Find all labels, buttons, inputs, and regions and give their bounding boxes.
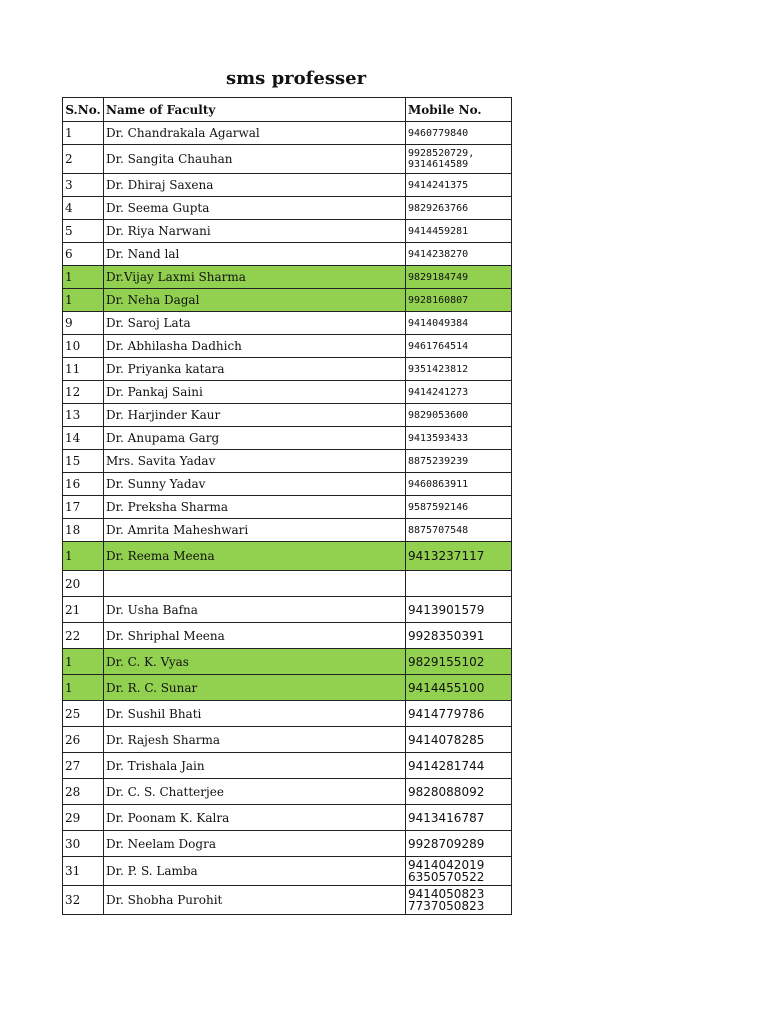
mobile-number-cell: 9413901579 <box>406 597 512 623</box>
mobile-number-cell: 9928160807 <box>406 289 512 312</box>
table-header-row <box>63 98 512 122</box>
serial-number-cell: 1 <box>63 649 104 675</box>
faculty-name-cell: Dr. Neha Dagal <box>104 289 406 312</box>
serial-number-cell: 1 <box>63 289 104 312</box>
table-row <box>63 289 512 312</box>
table-row <box>63 358 512 381</box>
mobile-number-cell: 9414049384 <box>406 312 512 335</box>
serial-number-cell: 15 <box>63 450 104 473</box>
table-row <box>63 450 512 473</box>
faculty-name-cell: Dr. Harjinder Kaur <box>104 404 406 427</box>
mobile-number-cell: 9414281744 <box>406 753 512 779</box>
mobile-number-cell: 9828088092 <box>406 779 512 805</box>
mobile-number-cell: 8875707548 <box>406 519 512 542</box>
mobile-number-cell: 8875239239 <box>406 450 512 473</box>
faculty-name-cell: Dr. Sangita Chauhan <box>104 145 406 174</box>
table-row <box>63 145 512 174</box>
faculty-name-cell: Dr. Reema Meena <box>104 542 406 571</box>
mobile-number-cell: 9928350391 <box>406 623 512 649</box>
faculty-name-cell: Dr.Vijay Laxmi Sharma <box>104 266 406 289</box>
serial-number-cell: 27 <box>63 753 104 779</box>
mobile-number-cell: 9414078285 <box>406 727 512 753</box>
table-row <box>63 519 512 542</box>
serial-number-cell: 5 <box>63 220 104 243</box>
table-row <box>63 805 512 831</box>
serial-number-cell: 13 <box>63 404 104 427</box>
serial-number-cell: 1 <box>63 122 104 145</box>
serial-number-cell: 25 <box>63 701 104 727</box>
table-row <box>63 886 512 915</box>
mobile-number-cell: 9829155102 <box>406 649 512 675</box>
faculty-name-cell: Dr. Rajesh Sharma <box>104 727 406 753</box>
page-title: sms professer <box>226 68 367 89</box>
faculty-name-cell: Dr. Seema Gupta <box>104 197 406 220</box>
faculty-name-cell: Dr. Anupama Garg <box>104 427 406 450</box>
mobile-number-cell: 9928709289 <box>406 831 512 857</box>
serial-number-cell: 14 <box>63 427 104 450</box>
serial-number-cell: 26 <box>63 727 104 753</box>
mobile-number-cell: 9829053600 <box>406 404 512 427</box>
serial-number-cell: 31 <box>63 857 104 886</box>
mobile-number-cell: 9414050823 7737050823 <box>406 886 512 915</box>
serial-number-cell: 9 <box>63 312 104 335</box>
mobile-number-cell: 9414459281 <box>406 220 512 243</box>
serial-number-cell: 3 <box>63 174 104 197</box>
faculty-name-cell: Dr. Pankaj Saini <box>104 381 406 404</box>
table-row <box>63 649 512 675</box>
mobile-number-cell: 9829184749 <box>406 266 512 289</box>
column-header-sno: S.No. <box>63 98 104 122</box>
faculty-name-cell: Mrs. Savita Yadav <box>104 450 406 473</box>
faculty-name-cell: Dr. Shriphal Meena <box>104 623 406 649</box>
table-row <box>63 727 512 753</box>
faculty-name-cell: Dr. Dhiraj Saxena <box>104 174 406 197</box>
faculty-name-cell: Dr. Abhilasha Dadhich <box>104 335 406 358</box>
mobile-number-cell: 9413237117 <box>406 542 512 571</box>
serial-number-cell: 1 <box>63 266 104 289</box>
table-row <box>63 174 512 197</box>
faculty-table <box>62 97 512 915</box>
faculty-name-cell: Dr. Neelam Dogra <box>104 831 406 857</box>
serial-number-cell: 22 <box>63 623 104 649</box>
mobile-number-cell: 9928520729, 9314614589 <box>406 145 512 174</box>
faculty-name-cell <box>104 571 406 597</box>
table-row <box>63 701 512 727</box>
serial-number-cell: 30 <box>63 831 104 857</box>
mobile-number-cell: 9414238270 <box>406 243 512 266</box>
table-row <box>63 381 512 404</box>
faculty-name-cell: Dr. Nand lal <box>104 243 406 266</box>
table-row <box>63 427 512 450</box>
table-row <box>63 571 512 597</box>
faculty-name-cell: Dr. Preksha Sharma <box>104 496 406 519</box>
serial-number-cell: 1 <box>63 675 104 701</box>
table-row <box>63 857 512 886</box>
table-row <box>63 779 512 805</box>
table-row <box>63 312 512 335</box>
faculty-name-cell: Dr. Priyanka katara <box>104 358 406 381</box>
mobile-number-cell: 9414779786 <box>406 701 512 727</box>
faculty-name-cell: Dr. R. C. Sunar <box>104 675 406 701</box>
mobile-number-cell: 9351423812 <box>406 358 512 381</box>
serial-number-cell: 21 <box>63 597 104 623</box>
table-row <box>63 496 512 519</box>
mobile-number-cell: 9414241273 <box>406 381 512 404</box>
mobile-number-cell: 9413416787 <box>406 805 512 831</box>
table-row <box>63 404 512 427</box>
mobile-number-cell <box>406 571 512 597</box>
serial-number-cell: 1 <box>63 542 104 571</box>
faculty-name-cell: Dr. C. S. Chatterjee <box>104 779 406 805</box>
mobile-number-cell: 9829263766 <box>406 197 512 220</box>
faculty-name-cell: Dr. Saroj Lata <box>104 312 406 335</box>
table-row <box>63 597 512 623</box>
table-row <box>63 220 512 243</box>
faculty-name-cell: Dr. C. K. Vyas <box>104 649 406 675</box>
mobile-number-cell: 9460863911 <box>406 473 512 496</box>
faculty-name-cell: Dr. Shobha Purohit <box>104 886 406 915</box>
table-row <box>63 542 512 571</box>
table-row <box>63 753 512 779</box>
faculty-name-cell: Dr. Poonam K. Kalra <box>104 805 406 831</box>
column-header-mobile: Mobile No. <box>406 98 512 122</box>
table-row <box>63 243 512 266</box>
table-row <box>63 623 512 649</box>
table-row <box>63 831 512 857</box>
column-header-name: Name of Faculty <box>104 98 406 122</box>
table-row <box>63 675 512 701</box>
table-row <box>63 122 512 145</box>
serial-number-cell: 28 <box>63 779 104 805</box>
mobile-number-cell: 9414241375 <box>406 174 512 197</box>
mobile-number-cell: 9414042019 6350570522 <box>406 857 512 886</box>
serial-number-cell: 6 <box>63 243 104 266</box>
serial-number-cell: 17 <box>63 496 104 519</box>
serial-number-cell: 32 <box>63 886 104 915</box>
faculty-name-cell: Dr. Trishala Jain <box>104 753 406 779</box>
faculty-name-cell: Dr. Amrita Maheshwari <box>104 519 406 542</box>
faculty-name-cell: Dr. P. S. Lamba <box>104 857 406 886</box>
mobile-number-cell: 9460779840 <box>406 122 512 145</box>
table-row <box>63 197 512 220</box>
serial-number-cell: 20 <box>63 571 104 597</box>
table-row <box>63 335 512 358</box>
faculty-name-cell: Dr. Chandrakala Agarwal <box>104 122 406 145</box>
mobile-number-cell: 9587592146 <box>406 496 512 519</box>
mobile-number-cell: 9413593433 <box>406 427 512 450</box>
faculty-name-cell: Dr. Riya Narwani <box>104 220 406 243</box>
serial-number-cell: 12 <box>63 381 104 404</box>
faculty-name-cell: Dr. Sushil Bhati <box>104 701 406 727</box>
faculty-name-cell: Dr. Sunny Yadav <box>104 473 406 496</box>
serial-number-cell: 18 <box>63 519 104 542</box>
serial-number-cell: 29 <box>63 805 104 831</box>
serial-number-cell: 10 <box>63 335 104 358</box>
serial-number-cell: 2 <box>63 145 104 174</box>
faculty-name-cell: Dr. Usha Bafna <box>104 597 406 623</box>
serial-number-cell: 16 <box>63 473 104 496</box>
mobile-number-cell: 9461764514 <box>406 335 512 358</box>
mobile-number-cell: 9414455100 <box>406 675 512 701</box>
serial-number-cell: 11 <box>63 358 104 381</box>
table-row <box>63 473 512 496</box>
serial-number-cell: 4 <box>63 197 104 220</box>
table-row <box>63 266 512 289</box>
